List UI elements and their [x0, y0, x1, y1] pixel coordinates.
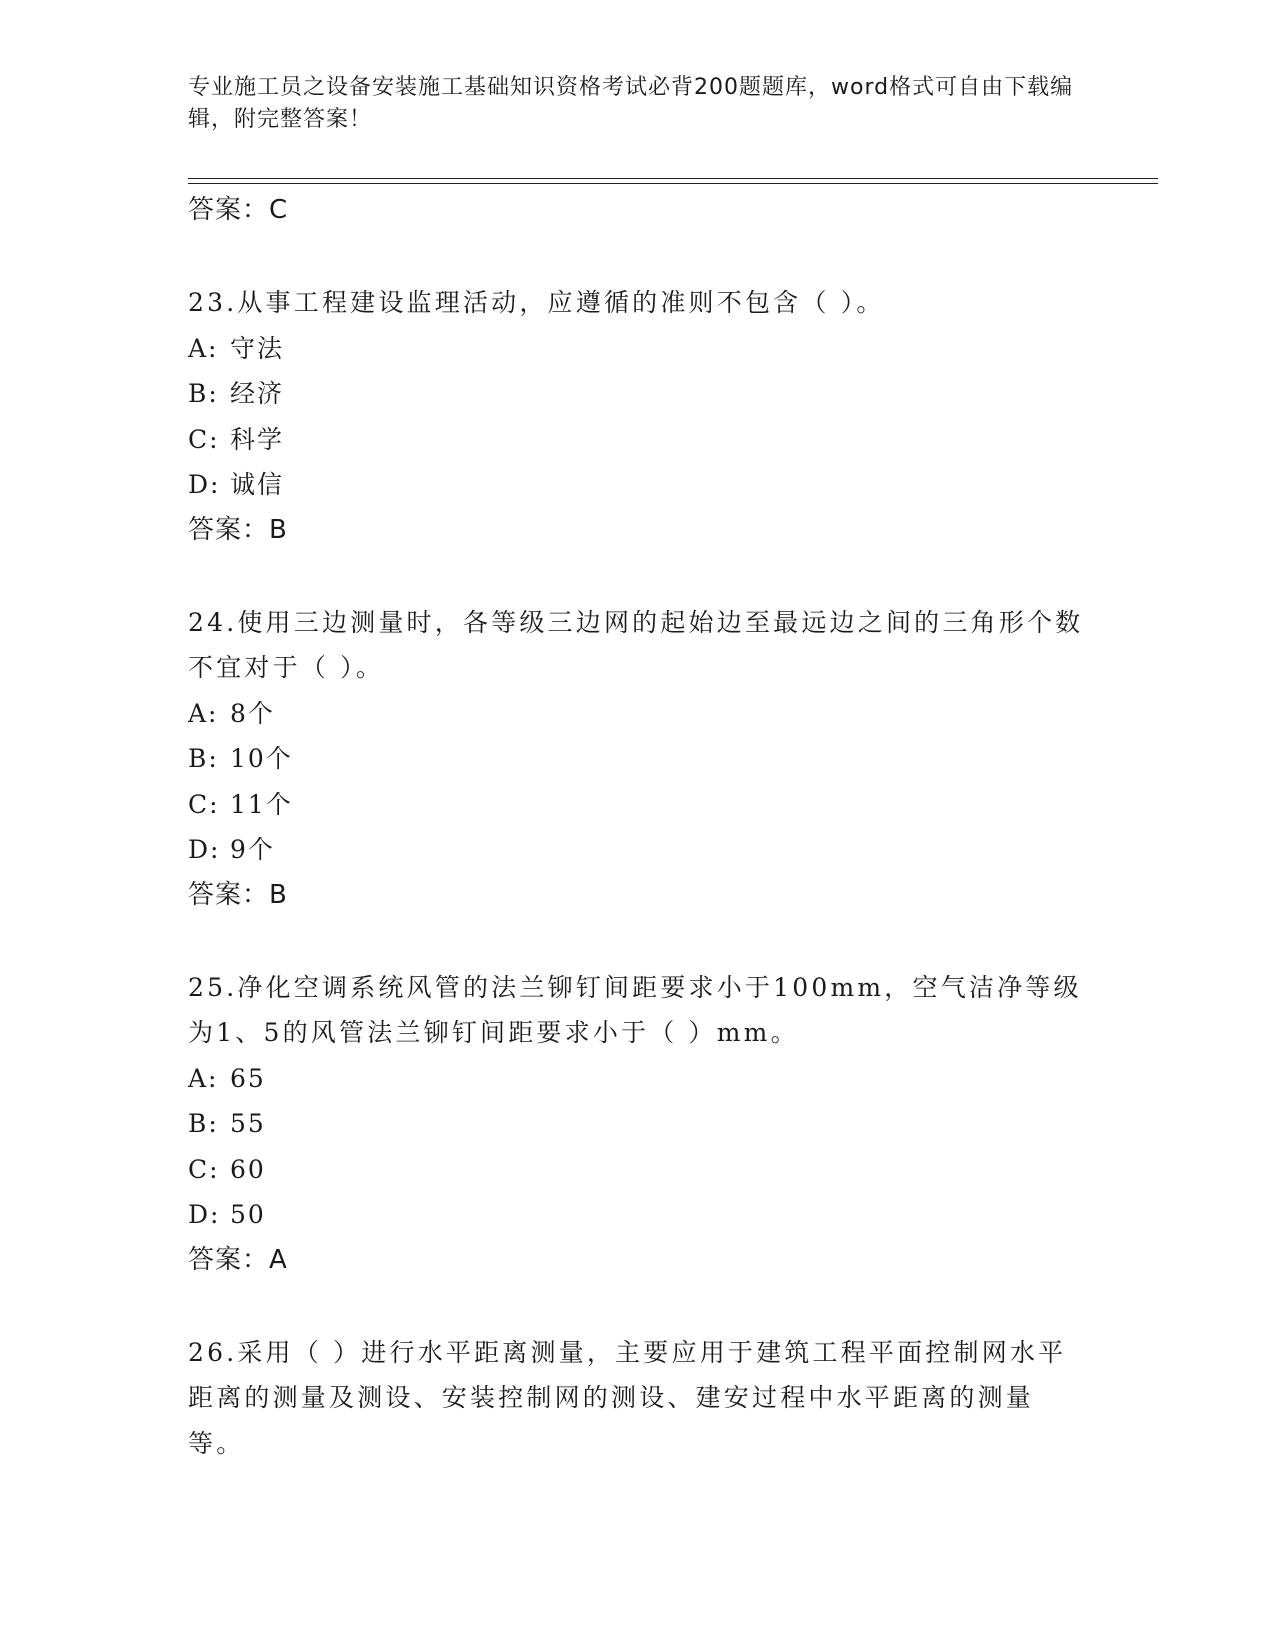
question-text: 24.使用三边测量时，各等级三边网的起始边至最远边之间的三角形个数不宜对于（ ）。 [188, 607, 1084, 682]
option-label: B: [188, 744, 219, 773]
question-block [188, 965, 1088, 1283]
question-text: 25.净化空调系统风管的法兰铆钉间距要求小于100mm，空气洁净等级为1、5的风管法兰铆钉间距要求小于（ ）mm。 [188, 972, 1082, 1047]
option-c [188, 417, 1088, 463]
answer-text: 答案：A [188, 1244, 288, 1275]
option-text: 60 [230, 1154, 266, 1184]
option-label: A: [188, 1063, 219, 1093]
header-rule-bottom [188, 183, 1158, 184]
option-c [188, 1147, 1088, 1193]
option-text: 65 [230, 1063, 266, 1093]
option-label: A: [188, 333, 219, 363]
option-text: 经济 [230, 379, 285, 408]
answer-text: 答案：B [188, 879, 288, 910]
option-label: C: [188, 424, 220, 454]
option-text: 8个 [230, 698, 275, 728]
option-b [188, 371, 1088, 417]
option-label: D: [188, 1200, 221, 1229]
answer-text: 答案：C [188, 195, 289, 225]
question-text: 23.从事工程建设监理活动，应遵循的准则不包含（ ）。 [188, 288, 885, 317]
question-list [188, 188, 1088, 1466]
option-label: C: [188, 789, 220, 819]
option-text: 守法 [230, 333, 285, 363]
option-d [188, 462, 1088, 508]
answer-text: 答案：B [188, 514, 288, 545]
option-c [188, 782, 1088, 828]
option-text: 科学 [230, 424, 285, 454]
option-a [188, 326, 1088, 372]
option-text: 11个 [230, 789, 293, 819]
question-block [188, 600, 1088, 918]
option-text: 10个 [230, 744, 293, 773]
option-label: C: [188, 1154, 220, 1184]
question-block [188, 280, 1088, 553]
option-label: A: [188, 698, 219, 728]
option-text: 诚信 [230, 470, 285, 499]
option-b [188, 736, 1088, 782]
option-d [188, 1192, 1088, 1238]
option-text: 50 [230, 1200, 266, 1229]
header-rule-top [188, 178, 1158, 179]
option-b [188, 1101, 1088, 1147]
option-label: B: [188, 379, 219, 408]
option-label: D: [188, 835, 221, 864]
option-text: 9个 [230, 835, 275, 864]
option-d [188, 827, 1088, 873]
option-a [188, 691, 1088, 737]
option-text: 55 [230, 1109, 266, 1138]
option-label: D: [188, 470, 221, 499]
document-header: 专业施工员之设备安装施工基础知识资格考试必背200题题库，word格式可自由下载编辑，附完整答案！ [188, 75, 1074, 132]
option-label: B: [188, 1109, 219, 1138]
option-a [188, 1056, 1088, 1102]
question-text: 26.采用（ ）进行水平距离测量，主要应用于建筑工程平面控制网水平距离的测量及测设、安装控制网的测设、建安过程中水平距离的测量等。 [188, 1337, 1067, 1458]
question-block [188, 1330, 1088, 1467]
